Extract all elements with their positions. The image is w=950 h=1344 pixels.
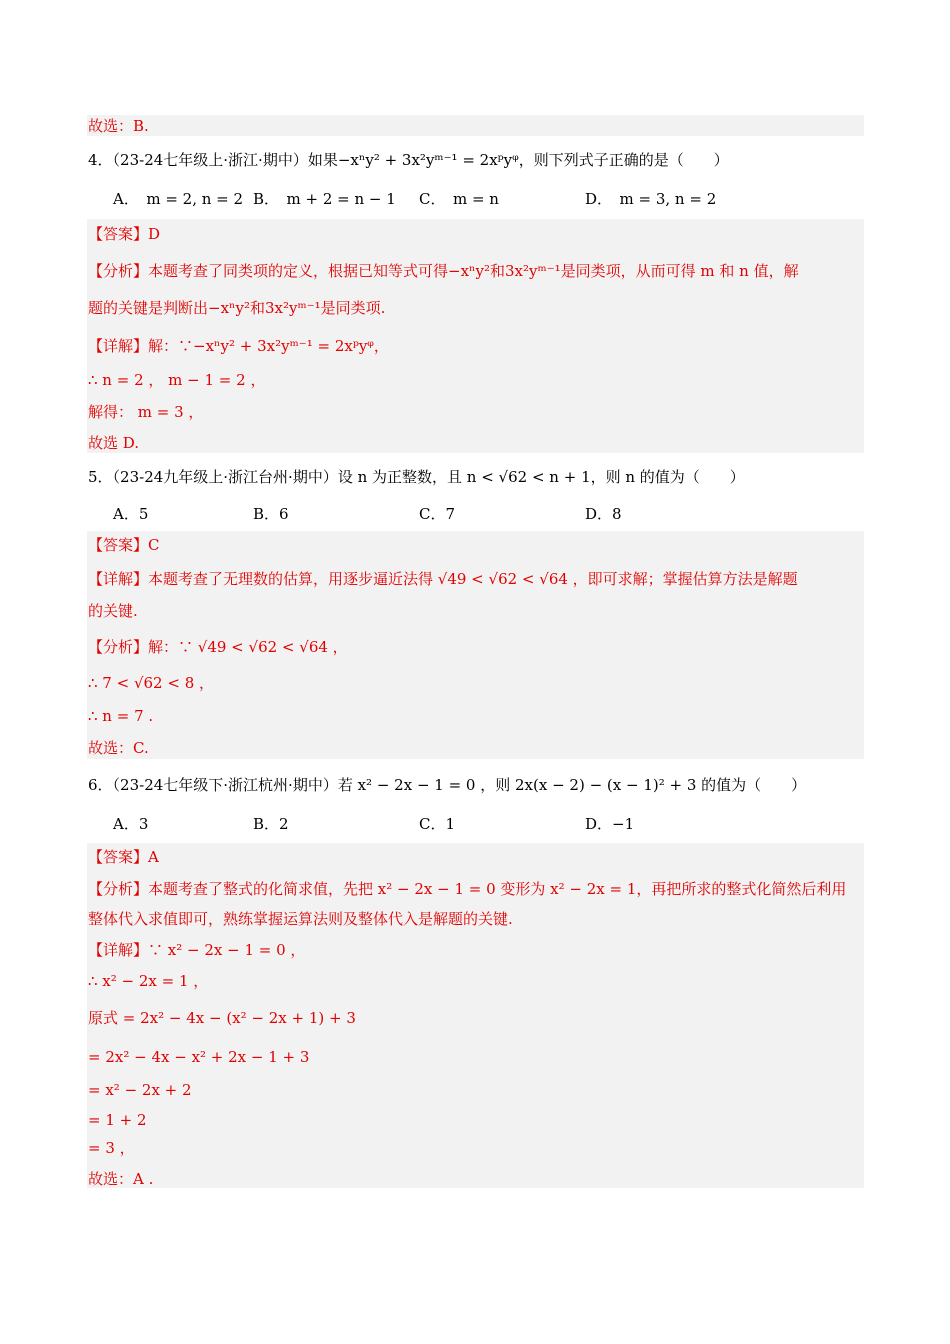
q5-option-a: A．5 xyxy=(113,505,149,523)
q6-detail-line2: ∴ x² − 2x = 1 ， xyxy=(88,972,209,990)
q6-option-a: A．3 xyxy=(113,815,149,833)
q6-detail-line1: 【详解】∵ x² − 2x − 1 = 0 ， xyxy=(88,941,306,959)
q4-analysis-line2: 题的关键是判断出−xⁿy²和3x²yᵐ⁻¹是同类项. xyxy=(88,299,386,317)
q4-detail-line3: 解得： m = 3 ， xyxy=(88,403,204,421)
q4-option-c: C． m = n xyxy=(419,190,499,208)
q4-option-a: A． m = 2, n = 2 xyxy=(113,190,244,208)
q4-analysis-line1: 【分析】本题考查了同类项的定义，根据已知等式可得−xⁿy²和3x²yᵐ⁻¹是同类项，从而可得 m 和 n 值，解 xyxy=(88,262,799,280)
q6-detail-line7: = 3 ， xyxy=(88,1139,135,1157)
q5-analysis-line4: 故选：C. xyxy=(88,739,149,757)
q6-option-c: C．1 xyxy=(419,815,456,833)
answer-box-q3-tail xyxy=(87,115,864,136)
q4-detail-line1: 【详解】解：∵−xⁿy² + 3x²yᵐ⁻¹ = 2xᵖyᵠ， xyxy=(88,337,389,355)
q4-option-d: D． m = 3, n = 2 xyxy=(585,190,717,208)
q4-detail-line4: 故选 D. xyxy=(88,434,140,452)
q6-answer: 【答案】A xyxy=(88,848,159,866)
q4-detail-line2: ∴ n = 2 ， m − 1 = 2 ， xyxy=(88,371,266,389)
q6-detail-line4: = 2x² − 4x − x² + 2x − 1 + 3 xyxy=(88,1048,310,1066)
q4-answer: 【答案】D xyxy=(88,225,161,243)
q4-option-b: B． m + 2 = n − 1 xyxy=(253,190,396,208)
q4-stem: 4．（23-24七年级上·浙江·期中）如果−xⁿy² + 3x²yᵐ⁻¹ = 2xᵖyᵠ，则下列式子正确的是（ ） xyxy=(88,151,729,169)
q5-stem: 5．（23-24九年级上·浙江台州·期中）设 n 为正整数，且 n < √62 < n + 1，则 n 的值为（ ） xyxy=(88,468,745,486)
q5-option-d: D．8 xyxy=(585,505,622,523)
q6-detail-line6: = 1 + 2 xyxy=(88,1111,147,1129)
q6-option-d: D．−1 xyxy=(585,815,635,833)
q6-analysis-line1: 【分析】本题考查了整式的化简求值，先把 x² − 2x − 1 = 0 变形为 x² − 2x = 1，再把所求的整式化简然后利用 xyxy=(88,880,847,898)
q6-detail-line8: 故选：A . xyxy=(88,1170,154,1188)
q6-stem: 6．（23-24七年级下·浙江杭州·期中）若 x² − 2x − 1 = 0 ，则 2x(x − 2) − (x − 1)² + 3 的值为（ ） xyxy=(88,776,807,794)
q5-option-b: B．6 xyxy=(253,505,289,523)
q5-answer: 【答案】C xyxy=(88,536,160,554)
q5-analysis-line1: 【分析】解：∵ √49 < √62 < √64 ， xyxy=(88,638,348,656)
q5-analysis-line2: ∴ 7 < √62 < 8 ， xyxy=(88,674,215,692)
q5-option-c: C．7 xyxy=(419,505,456,523)
q6-detail-line5: = x² − 2x + 2 xyxy=(88,1081,192,1099)
q6-detail-line3: 原式 = 2x² − 4x − (x² − 2x + 1) + 3 xyxy=(88,1009,356,1027)
q3-conclusion: 故选：B. xyxy=(88,117,149,135)
q5-detail-line1: 【详解】本题考查了无理数的估算，用逐步逼近法得 √49 < √62 < √64 ，即可求解；掌握估算方法是解题 xyxy=(88,570,798,588)
q5-detail-line2: 的关键. xyxy=(88,602,138,620)
q6-analysis-line2: 整体代入求值即可，熟练掌握运算法则及整体代入是解题的关键. xyxy=(88,910,513,928)
q6-option-b: B．2 xyxy=(253,815,289,833)
q5-analysis-line3: ∴ n = 7 . xyxy=(88,707,154,725)
